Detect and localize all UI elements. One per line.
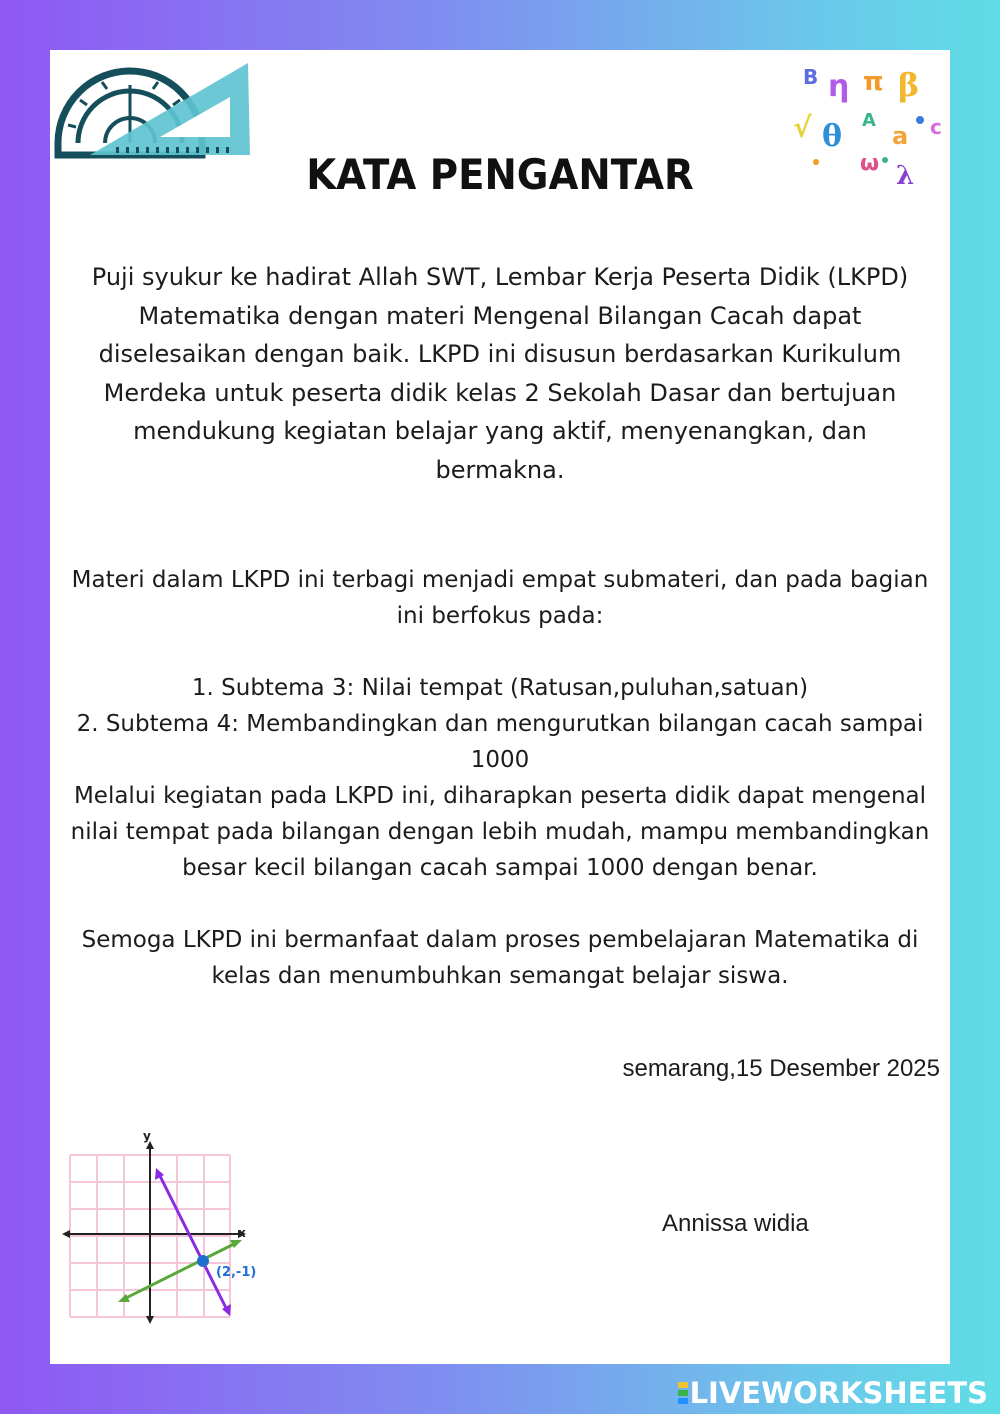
closing-paragraph: Semoga LKPD ini bermanfaat dalam proses pembelajaran Matematika di kelas dan menumbuhkan semangat belajar siswa. <box>81 927 919 989</box>
svg-text:a: a <box>892 122 909 150</box>
coordinate-graph-icon <box>60 1130 260 1330</box>
brand-icon <box>678 1381 688 1405</box>
brand-name: LIVEWORKSHEETS <box>689 1376 988 1410</box>
svg-text:A: A <box>862 110 876 131</box>
list-item: 2. Subtema 4: Membandingkan dan mengurutkan bilangan cacah sampai 1000 <box>76 711 924 773</box>
math-symbols-icon <box>788 62 950 192</box>
y-axis-label: y <box>143 1130 151 1143</box>
subtopic-list <box>65 670 935 778</box>
material-paragraph: Materi dalam LKPD ini terbagi menjadi empat submateri, dan pada bagian ini berfokus pada: <box>71 567 929 629</box>
svg-text:√: √ <box>793 111 812 144</box>
x-axis-label: x <box>238 1226 246 1240</box>
svg-text:B: B <box>803 65 819 89</box>
svg-text:π: π <box>863 67 884 97</box>
protractor-ruler-icon <box>50 55 255 160</box>
goal-paragraph: Melalui kegiatan pada LKPD ini, diharapkan peserta didik dapat mengenal nilai tempat pada bilangan dengan lebih mudah, mampu membandingkan besar kecil bilangan cacah sampai 1000 dengan benar. <box>70 783 930 881</box>
point-label: (2,-1) <box>216 1265 257 1280</box>
worksheet-page <box>50 50 950 1364</box>
svg-text:θ: θ <box>822 119 843 154</box>
svg-text:c: c <box>930 115 942 139</box>
svg-text:β: β <box>898 66 920 104</box>
author-signature: Annissa widia <box>662 1210 809 1237</box>
svg-text:λ: λ <box>896 161 915 191</box>
liveworksheets-logo[interactable] <box>678 1376 988 1410</box>
date-place: semarang,15 Desember 2025 <box>622 1055 940 1082</box>
list-item: 1. Subtema 3: Nilai tempat (Ratusan,puluhan,satuan) <box>191 675 809 701</box>
page-title: KATA PENGANTAR <box>306 150 694 199</box>
intro-paragraph: Puji syukur ke hadirat Allah SWT, Lembar Kerja Peserta Didik (LKPD) Matematika dengan materi Mengenal Bilangan Cacah dapat diselesaikan dengan baik. LKPD ini disusun berdasarkan Kurikulum Merdeka untuk peserta didik kelas 2 Sekolah Dasar dan bertujuan mendukung kegiatan belajar yang aktif, menyenangkan, dan bermakna. <box>91 263 909 484</box>
svg-text:η: η <box>828 69 850 104</box>
svg-text:ω: ω <box>860 151 880 176</box>
